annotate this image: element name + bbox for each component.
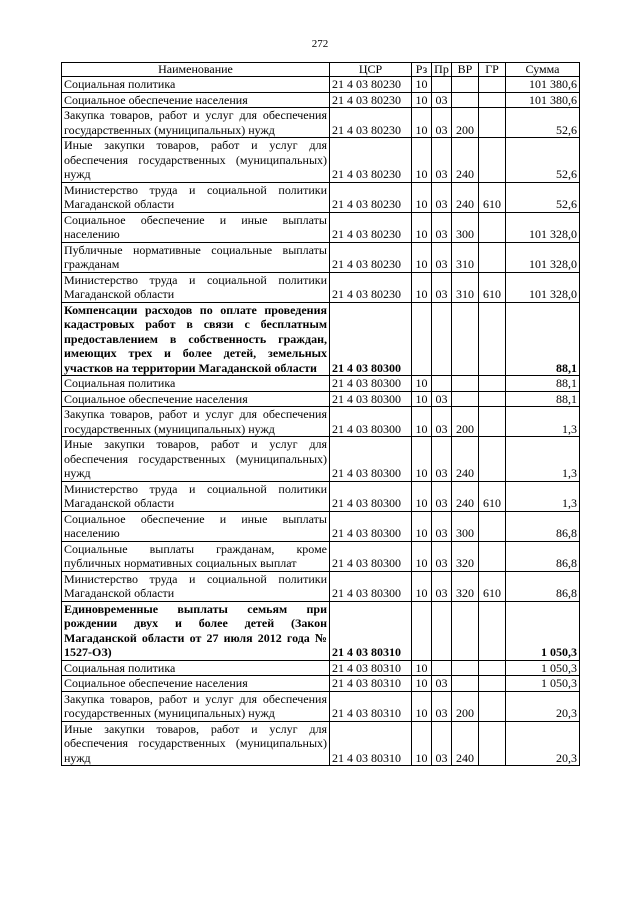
cell-vr xyxy=(452,77,479,93)
cell-csr: 21 4 03 80300 xyxy=(330,481,412,511)
cell-gr xyxy=(479,721,506,766)
cell-pr: 03 xyxy=(432,92,452,108)
cell-sum: 101 328,0 xyxy=(506,242,580,272)
cell-sum: 1 050,3 xyxy=(506,601,580,660)
table-header-row xyxy=(62,63,580,77)
cell-name: Социальная политика xyxy=(62,660,330,676)
table-row xyxy=(62,138,580,183)
table-row xyxy=(62,481,580,511)
cell-gr: 610 xyxy=(479,481,506,511)
cell-rz: 10 xyxy=(412,212,432,242)
cell-vr xyxy=(452,376,479,392)
header-name: Наименование xyxy=(62,63,330,77)
table-row xyxy=(62,601,580,660)
cell-sum: 1 050,3 xyxy=(506,660,580,676)
cell-sum: 88,1 xyxy=(506,391,580,407)
cell-csr: 21 4 03 80300 xyxy=(330,391,412,407)
cell-pr: 03 xyxy=(432,481,452,511)
cell-gr xyxy=(479,660,506,676)
cell-csr: 21 4 03 80300 xyxy=(330,511,412,541)
cell-csr: 21 4 03 80310 xyxy=(330,660,412,676)
cell-vr: 300 xyxy=(452,212,479,242)
cell-pr: 03 xyxy=(432,212,452,242)
cell-rz: 10 xyxy=(412,182,432,212)
cell-name: Министерство труда и социальной политики Магаданской области xyxy=(62,182,330,212)
cell-pr xyxy=(432,77,452,93)
cell-name: Социальные выплаты гражданам, кроме публичных нормативных социальных выплат xyxy=(62,541,330,571)
cell-name: Социальная политика xyxy=(62,77,330,93)
cell-rz xyxy=(412,302,432,376)
cell-csr: 21 4 03 80300 xyxy=(330,407,412,437)
cell-sum: 1 050,3 xyxy=(506,676,580,692)
cell-name: Социальное обеспечение и иные выплаты населению xyxy=(62,511,330,541)
cell-sum: 101 380,6 xyxy=(506,92,580,108)
cell-pr: 03 xyxy=(432,437,452,482)
cell-sum: 52,6 xyxy=(506,108,580,138)
cell-name: Компенсации расходов по оплате проведения кадастровых работ в связи с бесплатным предоставлением в собственность граждан, имеющих трех и более детей, земельных участков на территории Магаданской области xyxy=(62,302,330,376)
table-row xyxy=(62,691,580,721)
cell-rz: 10 xyxy=(412,660,432,676)
cell-gr xyxy=(479,676,506,692)
cell-csr: 21 4 03 80230 xyxy=(330,77,412,93)
cell-vr: 240 xyxy=(452,138,479,183)
page-number: 272 xyxy=(311,38,329,50)
cell-pr xyxy=(432,302,452,376)
cell-csr: 21 4 03 80310 xyxy=(330,601,412,660)
table-row xyxy=(62,676,580,692)
cell-vr: 320 xyxy=(452,541,479,571)
table-row xyxy=(62,376,580,392)
cell-sum: 88,1 xyxy=(506,302,580,376)
cell-vr: 200 xyxy=(452,691,479,721)
budget-table xyxy=(61,62,580,766)
cell-gr xyxy=(479,242,506,272)
cell-pr: 03 xyxy=(432,391,452,407)
cell-csr: 21 4 03 80230 xyxy=(330,92,412,108)
cell-gr xyxy=(479,437,506,482)
cell-gr xyxy=(479,541,506,571)
cell-gr xyxy=(479,511,506,541)
cell-gr xyxy=(479,302,506,376)
cell-csr: 21 4 03 80230 xyxy=(330,242,412,272)
table-row xyxy=(62,108,580,138)
cell-rz: 10 xyxy=(412,511,432,541)
cell-sum: 101 328,0 xyxy=(506,272,580,302)
cell-vr: 240 xyxy=(452,182,479,212)
cell-vr: 200 xyxy=(452,407,479,437)
cell-name: Социальная политика xyxy=(62,376,330,392)
cell-name: Закупка товаров, работ и услуг для обеспечения государственных (муниципальных) нужд xyxy=(62,108,330,138)
cell-vr: 300 xyxy=(452,511,479,541)
table-row xyxy=(62,391,580,407)
header-sum: Сумма xyxy=(506,63,580,77)
cell-rz: 10 xyxy=(412,108,432,138)
cell-rz: 10 xyxy=(412,92,432,108)
cell-pr: 03 xyxy=(432,242,452,272)
cell-gr xyxy=(479,391,506,407)
cell-rz: 10 xyxy=(412,242,432,272)
table-row xyxy=(62,571,580,601)
cell-csr: 21 4 03 80310 xyxy=(330,676,412,692)
cell-gr: 610 xyxy=(479,272,506,302)
cell-vr: 310 xyxy=(452,272,479,302)
cell-rz: 10 xyxy=(412,391,432,407)
cell-csr: 21 4 03 80230 xyxy=(330,272,412,302)
cell-name: Социальное обеспечение населения xyxy=(62,92,330,108)
cell-sum: 1,3 xyxy=(506,481,580,511)
cell-sum: 86,8 xyxy=(506,541,580,571)
header-vr: ВР xyxy=(452,63,479,77)
cell-sum: 52,6 xyxy=(506,138,580,183)
cell-gr xyxy=(479,691,506,721)
cell-name: Социальное обеспечение населения xyxy=(62,676,330,692)
cell-name: Иные закупки товаров, работ и услуг для обеспечения государственных (муниципальных) нужд xyxy=(62,138,330,183)
cell-rz: 10 xyxy=(412,77,432,93)
cell-sum: 86,8 xyxy=(506,571,580,601)
cell-csr: 21 4 03 80300 xyxy=(330,437,412,482)
cell-vr xyxy=(452,391,479,407)
header-rz: Рз xyxy=(412,63,432,77)
cell-csr: 21 4 03 80300 xyxy=(330,571,412,601)
cell-pr: 03 xyxy=(432,676,452,692)
cell-name: Закупка товаров, работ и услуг для обеспечения государственных (муниципальных) нужд xyxy=(62,691,330,721)
cell-name: Иные закупки товаров, работ и услуг для обеспечения государственных (муниципальных) нужд xyxy=(62,721,330,766)
cell-pr: 03 xyxy=(432,511,452,541)
cell-vr xyxy=(452,302,479,376)
cell-pr: 03 xyxy=(432,108,452,138)
cell-sum: 101 380,6 xyxy=(506,77,580,93)
cell-vr xyxy=(452,660,479,676)
cell-vr: 240 xyxy=(452,437,479,482)
cell-rz: 10 xyxy=(412,481,432,511)
cell-gr xyxy=(479,407,506,437)
cell-name: Министерство труда и социальной политики Магаданской области xyxy=(62,481,330,511)
cell-vr: 240 xyxy=(452,481,479,511)
table-row xyxy=(62,437,580,482)
cell-csr: 21 4 03 80300 xyxy=(330,302,412,376)
cell-vr xyxy=(452,676,479,692)
cell-name: Социальное обеспечение и иные выплаты населению xyxy=(62,212,330,242)
cell-name: Социальное обеспечение населения xyxy=(62,391,330,407)
cell-gr xyxy=(479,92,506,108)
cell-csr: 21 4 03 80310 xyxy=(330,691,412,721)
cell-csr: 21 4 03 80300 xyxy=(330,541,412,571)
cell-vr xyxy=(452,92,479,108)
cell-sum: 20,3 xyxy=(506,721,580,766)
cell-rz: 10 xyxy=(412,571,432,601)
cell-rz: 10 xyxy=(412,376,432,392)
cell-rz: 10 xyxy=(412,272,432,302)
cell-pr: 03 xyxy=(432,407,452,437)
cell-name: Министерство труда и социальной политики Магаданской области xyxy=(62,272,330,302)
cell-rz: 10 xyxy=(412,691,432,721)
table-row xyxy=(62,242,580,272)
cell-csr: 21 4 03 80230 xyxy=(330,182,412,212)
cell-pr: 03 xyxy=(432,721,452,766)
cell-rz xyxy=(412,601,432,660)
table-row xyxy=(62,212,580,242)
cell-name: Единовременные выплаты семьям при рождении двух и более детей (Закон Магаданской области от 27 июля 2012 года № 1527-ОЗ) xyxy=(62,601,330,660)
cell-pr: 03 xyxy=(432,541,452,571)
header-gr: ГР xyxy=(479,63,506,77)
cell-gr xyxy=(479,212,506,242)
cell-csr: 21 4 03 80300 xyxy=(330,376,412,392)
cell-sum: 1,3 xyxy=(506,437,580,482)
table-row xyxy=(62,721,580,766)
cell-pr xyxy=(432,660,452,676)
cell-vr: 320 xyxy=(452,571,479,601)
cell-rz: 10 xyxy=(412,138,432,183)
cell-name: Публичные нормативные социальные выплаты гражданам xyxy=(62,242,330,272)
cell-gr: 610 xyxy=(479,182,506,212)
table-row xyxy=(62,511,580,541)
cell-csr: 21 4 03 80310 xyxy=(330,721,412,766)
cell-name: Иные закупки товаров, работ и услуг для обеспечения государственных (муниципальных) нужд xyxy=(62,437,330,482)
table-row xyxy=(62,272,580,302)
table-row xyxy=(62,660,580,676)
cell-gr xyxy=(479,77,506,93)
table-row xyxy=(62,92,580,108)
cell-sum: 88,1 xyxy=(506,376,580,392)
cell-sum: 52,6 xyxy=(506,182,580,212)
table-row xyxy=(62,302,580,376)
cell-pr: 03 xyxy=(432,272,452,302)
table-row xyxy=(62,77,580,93)
cell-rz: 10 xyxy=(412,721,432,766)
cell-rz: 10 xyxy=(412,676,432,692)
cell-rz: 10 xyxy=(412,541,432,571)
table-row xyxy=(62,182,580,212)
cell-sum: 86,8 xyxy=(506,511,580,541)
cell-vr: 240 xyxy=(452,721,479,766)
cell-vr: 310 xyxy=(452,242,479,272)
cell-pr: 03 xyxy=(432,571,452,601)
cell-pr xyxy=(432,601,452,660)
header-pr: Пр xyxy=(432,63,452,77)
cell-gr xyxy=(479,138,506,183)
cell-sum: 1,3 xyxy=(506,407,580,437)
cell-gr: 610 xyxy=(479,571,506,601)
cell-sum: 101 328,0 xyxy=(506,212,580,242)
cell-pr: 03 xyxy=(432,182,452,212)
header-csr: ЦСР xyxy=(330,63,412,77)
cell-rz: 10 xyxy=(412,437,432,482)
cell-vr: 200 xyxy=(452,108,479,138)
cell-rz: 10 xyxy=(412,407,432,437)
cell-vr xyxy=(452,601,479,660)
cell-csr: 21 4 03 80230 xyxy=(330,108,412,138)
cell-pr: 03 xyxy=(432,691,452,721)
cell-gr xyxy=(479,376,506,392)
table-row xyxy=(62,541,580,571)
cell-pr: 03 xyxy=(432,138,452,183)
cell-name: Закупка товаров, работ и услуг для обеспечения государственных (муниципальных) нужд xyxy=(62,407,330,437)
cell-sum: 20,3 xyxy=(506,691,580,721)
cell-csr: 21 4 03 80230 xyxy=(330,212,412,242)
cell-gr xyxy=(479,108,506,138)
cell-name: Министерство труда и социальной политики Магаданской области xyxy=(62,571,330,601)
cell-gr xyxy=(479,601,506,660)
table-row xyxy=(62,407,580,437)
cell-csr: 21 4 03 80230 xyxy=(330,138,412,183)
cell-pr xyxy=(432,376,452,392)
